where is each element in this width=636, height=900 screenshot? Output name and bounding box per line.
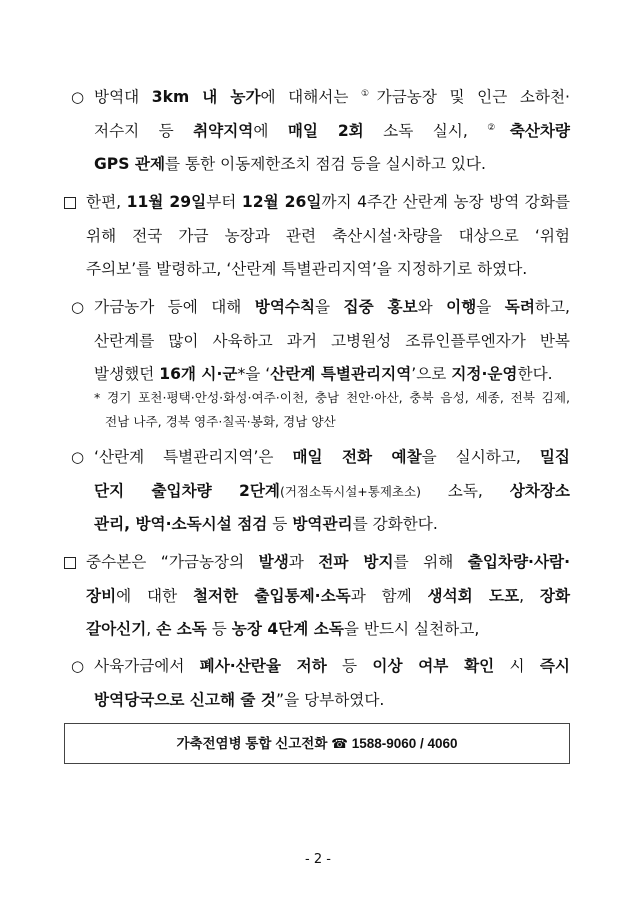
text-line: 산란계를 많이 사육하고 과거 고병원성 조류인플루엔자가 반복 — [94, 331, 570, 350]
text-line: 관리, 방역·소독시설 점검 등 방역관리를 강화한다. — [94, 515, 438, 533]
circle-bullet-icon: ○ — [71, 657, 85, 675]
footnote-line: * 경기 포천·평택·안성·화성·여주·이천, 충남 천안·아산, 충북 음성, 세종, 전북 김제, — [94, 390, 570, 405]
text-line: 사육가금에서 폐사·산란율 저하 등 이상 여부 확인 시 즉시 — [94, 657, 570, 675]
text-line: 발생했던 16개 시·군*을 ‘산란계 특별관리지역’으로 지정·운영한다. — [94, 365, 553, 383]
paragraph-report-request — [94, 650, 570, 717]
paragraph-hq-request — [86, 546, 570, 647]
paragraph-quarantine-zone — [94, 81, 570, 182]
text-line: 저수지 등 취약지역에 매일 2회 소독 실시, ②축산차량 — [94, 121, 570, 140]
page-number: - 2 - — [305, 852, 331, 867]
text-line: 단지 출입차량 2단계(거점소독시설+통제초소) 소독, 상차장소 — [94, 481, 570, 500]
text-line: GPS 관제를 통한 이동제한조치 점검 등을 실시하고 있다. — [94, 155, 486, 173]
text-line: 가금농가 등에 대해 방역수칙을 집중 홍보와 이행을 독려하고, — [94, 298, 570, 316]
text-line: 장비에 대한 철저한 출입통제·소독과 함께 생석회 도포, 장화 — [86, 586, 571, 605]
text-line: ‘산란계 특별관리지역’은 매일 전화 예찰을 실시하고, 밀집 — [94, 448, 570, 466]
footnote-region-list — [94, 386, 570, 434]
text-line: 중수본은 “가금농장의 발생과 전파 방지를 위해 출입차량·사람· — [86, 553, 570, 571]
text-line: 한편, 11월 29일부터 12월 26일까지 4주간 산란계 농장 방역 강화를 — [86, 193, 570, 211]
text-line: 위해 전국 가금 농장과 관련 축산시설·차량을 대상으로 ‘위험 — [86, 226, 570, 245]
text-line: 방역당국으로 신고해 줄 것”을 당부하였다. — [94, 690, 385, 709]
hotline-box: 가축전염병 통합 신고전화 ☎ 1588-9060 / 4060 — [64, 723, 570, 764]
footnote-line: 전남 나주, 경북 영주·칠곡·봉화, 경남 양산 — [105, 414, 336, 429]
circle-bullet-icon: ○ — [71, 298, 85, 316]
circle-bullet-icon: ○ — [71, 88, 85, 106]
square-bullet-icon — [64, 197, 76, 209]
text-line: 갈아신기, 손 소독 등 농장 4단계 소독을 반드시 실천하고, — [86, 620, 480, 638]
square-bullet-icon — [64, 557, 76, 569]
circle-bullet-icon: ○ — [71, 448, 85, 466]
paragraph-special-zone-designation — [94, 291, 570, 392]
paragraph-special-zone-measures — [94, 441, 570, 542]
text-line: 방역대 3km 내 농가에 대해서는 ①가금농장 및 인근 소하천· — [94, 88, 570, 106]
text-line: 주의보’를 발령하고, ‘산란계 특별관리지역’을 지정하기로 하였다. — [86, 260, 528, 278]
paragraph-alert-announcement — [86, 186, 570, 287]
